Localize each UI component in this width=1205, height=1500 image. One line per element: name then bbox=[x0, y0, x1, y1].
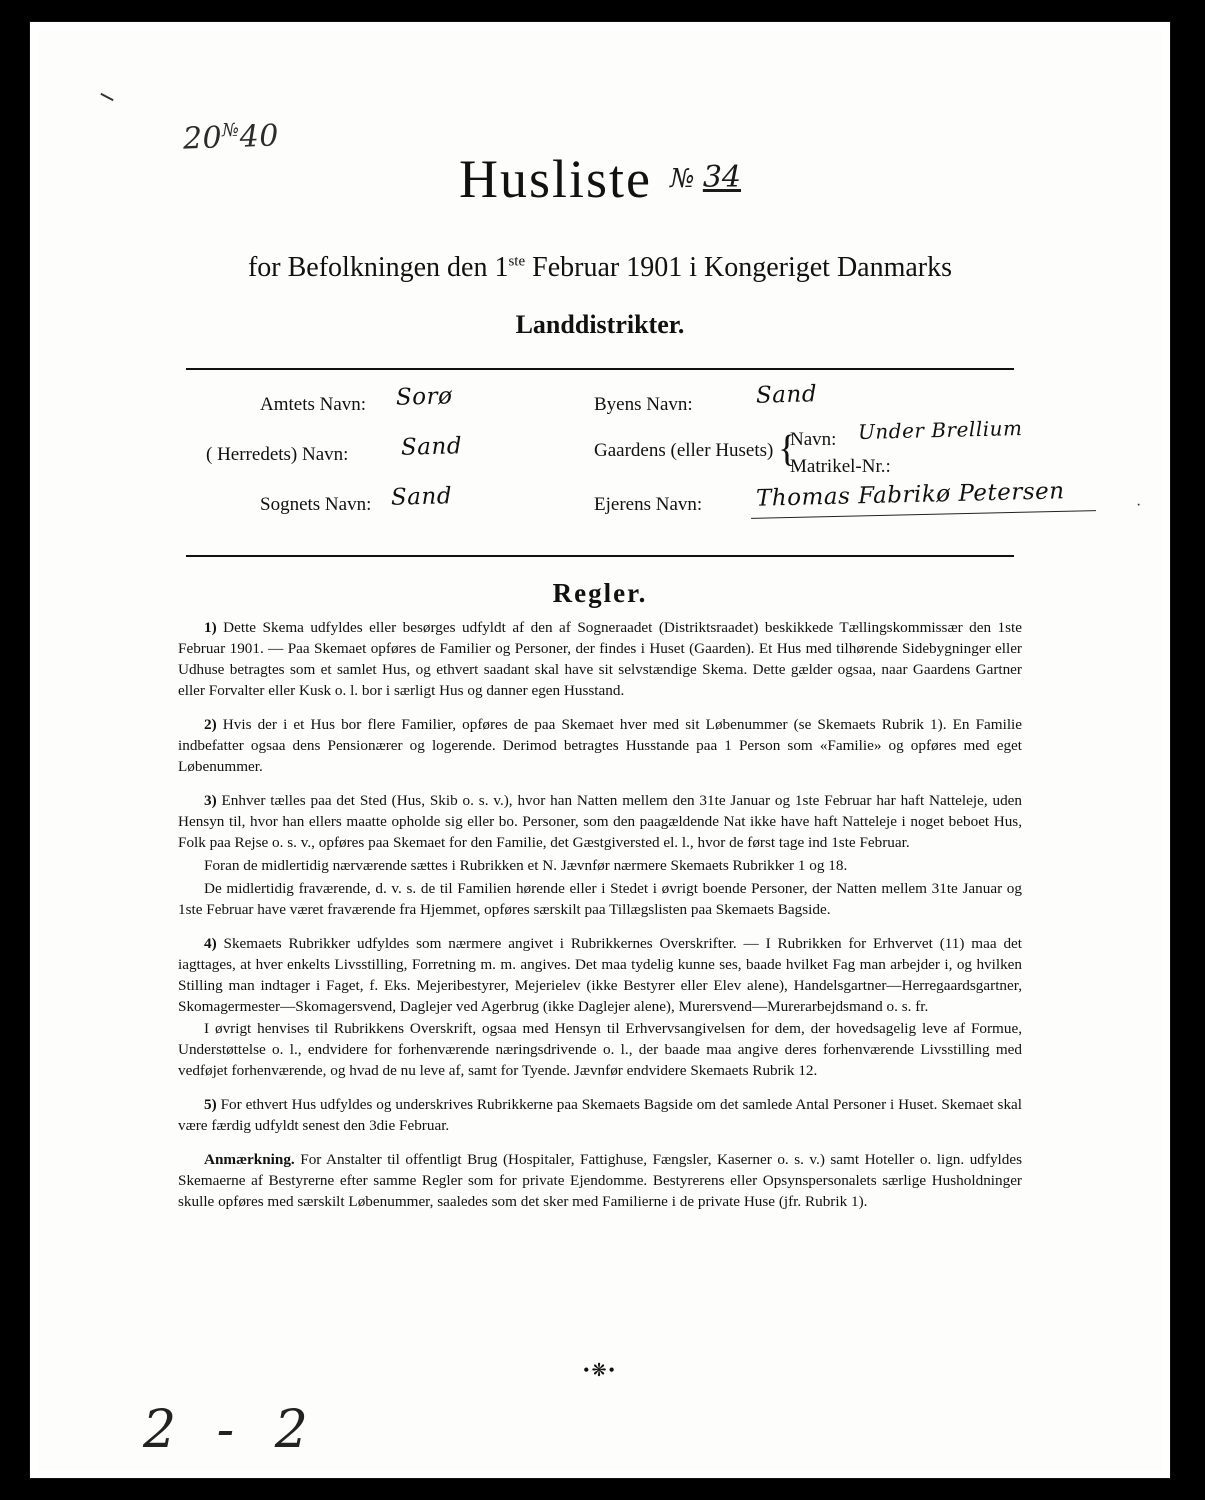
number-symbol-icon: № bbox=[221, 119, 240, 142]
ejer-label: Ejerens Navn: bbox=[594, 494, 703, 515]
identification-fields bbox=[186, 381, 1142, 547]
subtitle bbox=[38, 252, 1162, 284]
brace-icon: { bbox=[778, 428, 797, 470]
title-row bbox=[38, 148, 1162, 210]
ornament-divider: •❋• bbox=[583, 1360, 617, 1380]
rule-item-5 bbox=[178, 1095, 1022, 1137]
rule-4-text: Skemaets Rubrikker udfyldes som nærmere angivet i Rubrikkernes Overskrifter. — I Rubrikken for Erhvervet (11) maa det iagttages, at hver enkelts Livsstilling, Forretning m. m. angives. Det maa tydelig kunne ses, baade hvilket Fag man arbejder i, og hvilken Stilling man indtager i Faget, f. Eks. Mejeribestyrer, Mejerielev (ikke Bestyrer eller Elev alene), Handelsgartner—Herregaardsgartner, Skomagermester—Skomagersvend, Daglejer ved Agerbrug (ikke Daglejer alene), Murersvend—Murerarbejdsmand o. s. fr. bbox=[178, 934, 1022, 1015]
subtitle-pre: for Befolkningen den 1 bbox=[247, 252, 509, 283]
document-paper bbox=[38, 30, 1162, 1470]
rule-4-sub: I øvrigt henvises til Rubrikkens Overskrift, ogsaa med Hensyn til Erhvervsangivelsen for dem, der hovedsagelig leve af Formue, Understøttelse o. l., endvidere for forhenværende næringsdrivende o. l., der baade maa angive deres forhenværende Livsstilling med vedføjet forhenværende, og hvad de nu leve af, samt for Tyende. Jævnfør endvidere Skemaets Rubrik 12. bbox=[178, 1020, 1022, 1080]
form-number-value: 34 bbox=[702, 160, 742, 195]
number-symbol-icon: № bbox=[669, 164, 695, 194]
divider-top bbox=[186, 368, 1014, 370]
form-number-annotation bbox=[669, 160, 742, 195]
regler-heading: Regler. bbox=[552, 578, 648, 608]
gaard-navn-label: Navn: bbox=[790, 429, 837, 450]
herred-value: Sand bbox=[400, 433, 463, 461]
rule-3-sub-1: Foran de midlertidig nærværende sættes i Rubrikken et N. Jævnfør nærmere Skemaets Rubrikker 1 og 18. bbox=[204, 856, 848, 874]
sogn-value: Sand bbox=[390, 483, 453, 511]
rule-4-number: 4) bbox=[204, 934, 217, 952]
rule-3-text: Enhver tælles paa det Sted (Hus, Skib o. s. v.), hvor han Natten mellem den 31te Januar og 1ste Februar har haft Natteleje, uden Hensyn til, hvor han ellers maatte opholde sig eller bo. Personer, som den paagældende Nat ikke have haft Natteleje i noget beboet Hus, Folk paa Rejse o. s. v., opføres paa Skemaet for den Familie, det Gæstgiversted el. l., hvor de først tage ind 1ste Februar. bbox=[178, 791, 1023, 851]
rule-item-1 bbox=[178, 618, 1022, 702]
subtitle-second-line: Landdistrikter. bbox=[515, 310, 685, 339]
rule-2-text: Hvis der i et Hus bor flere Familier, opføres de paa Skemaet hver med sit Løbenummer (se Skemaets Rubrik 1). En Familie indbefatter ogsaa dens Pensionærer og logerende. Derimod betragtes Husstande paa 1 Person som «Familie» og opføres med eget Løbenummer. bbox=[178, 715, 1023, 775]
gaard-navn-value: Under Brellium bbox=[857, 415, 1023, 445]
anmaerkning-block bbox=[178, 1150, 1022, 1213]
rules-body bbox=[178, 618, 1022, 1226]
rule-1-text: Dette Skema udfyldes eller besørges udfyldt af den af Sogneraadet (Distriktsraadet) beskikkede Tællingskommissær den 1ste Februar 1901. — Paa Skemaet opføres de Familier og Personer, der findes i Huset (Gaarden). Et Hus med tilhørende Sidebygninger eller Udhuse betragtes som et samlet Hus, og ethvert saadant skal have sit selvstændige Skema. Dette gælder ogsaa, naar Gaardens Gartner eller Forvalter eller Kusk o. l. bor i særligt Hus og danner egen Husstand. bbox=[178, 619, 1023, 699]
by-value: Sand bbox=[755, 381, 818, 409]
archive-number-prefix: 20 bbox=[182, 120, 223, 157]
subtitle-ordinal: ste bbox=[508, 253, 526, 270]
rule-item-3 bbox=[178, 791, 1022, 854]
gaard-label: Gaardens (eller Husets) bbox=[594, 440, 774, 461]
rule-5-text: For ethvert Hus udfyldes og underskrives Rubrikkerne paa Skemaets Bagside om det samlede Antal Personer i Huset. Skemaet skal være færdig udfyldt senest den 3die Februar. bbox=[178, 1096, 1023, 1135]
rule-5-number: 5) bbox=[204, 1096, 217, 1114]
subtitle-post: Februar 1901 i Kongeriget Danmarks bbox=[525, 252, 953, 283]
sogn-label: Sognets Navn: bbox=[260, 494, 372, 515]
matrikel-label: Matrikel-Nr.: bbox=[790, 456, 891, 477]
herred-label: ( Herredets) Navn: bbox=[206, 444, 349, 465]
rule-3-number: 3) bbox=[204, 791, 217, 809]
rule-item-2 bbox=[178, 715, 1022, 778]
rule-1-number: 1) bbox=[204, 619, 217, 636]
margin-mark: · bbox=[1136, 497, 1142, 514]
amt-value: Sorø bbox=[395, 383, 453, 411]
page-title: Husliste bbox=[458, 149, 652, 209]
amt-label: Amtets Navn: bbox=[260, 394, 367, 415]
archive-number-value: 40 bbox=[239, 118, 280, 155]
anmaerkning-text: For Anstalter til offentligt Brug (Hospitaler, Fattighuse, Fængsler, Kaserner o. s. v.) samt Hoteller o. lign. udfyldes Skemaerne af Bestyrerne efter samme Regler som for private Ejendomme. Bestyrerens eller Opsynspersonalets særlige Husholdninger skulle opføres med særskilt Løbenummer, saaledes som det sker med Familierne i de private Huse (jfr. Rubrik 1). bbox=[178, 1151, 1022, 1211]
by-label: Byens Navn: bbox=[594, 394, 693, 415]
pencil-tick-mark bbox=[100, 93, 113, 101]
page-count-annotation: 2 - 2 bbox=[143, 1400, 320, 1460]
anmaerkning-label: Anmærkning. bbox=[204, 1151, 295, 1169]
rule-2-number: 2) bbox=[204, 715, 217, 733]
ejer-underline bbox=[751, 510, 1096, 519]
scanned-page bbox=[30, 22, 1170, 1478]
divider-bottom bbox=[186, 555, 1014, 557]
ejer-value: Thomas Fabrikø Petersen bbox=[755, 478, 1065, 512]
rule-3-sub-2: De midlertidig fraværende, d. v. s. de til Familien hørende eller i Stedet i øvrigt boende Personer, der Natten mellem 31te Januar og 1ste Februar have været fraværende fra Hjemmet, opføres særskilt paa Tillægslisten paa Skemaets Bagside. bbox=[178, 879, 1022, 918]
rule-item-4 bbox=[178, 934, 1022, 1018]
